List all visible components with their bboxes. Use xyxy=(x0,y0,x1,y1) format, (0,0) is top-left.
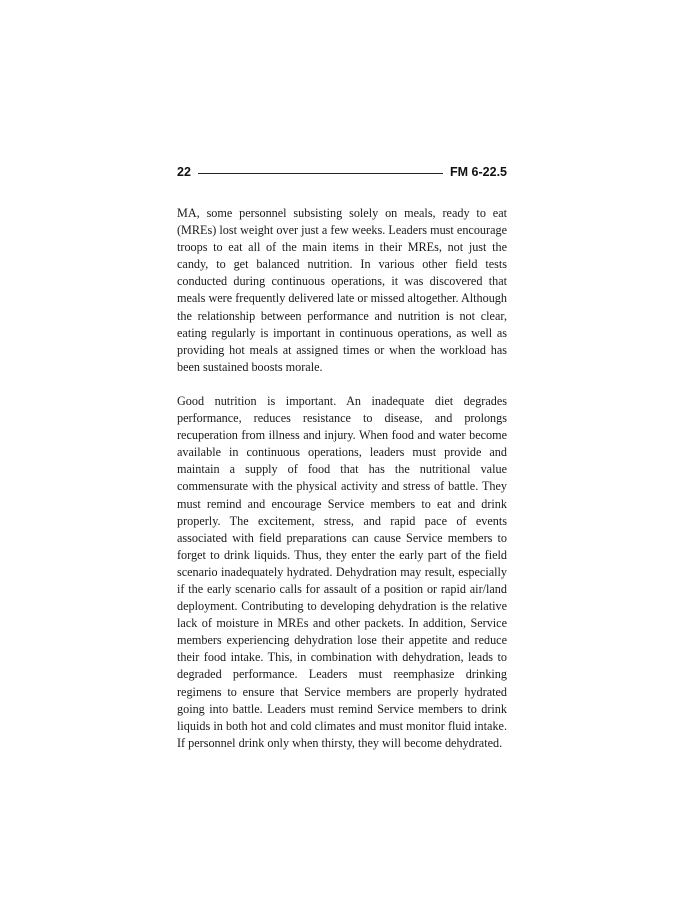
paragraph-continuation: MA, some personnel subsisting solely on meals, ready to eat (MREs) lost weight over just a few weeks. Leaders must encourage troops to eat all of the main items in their MREs, not just the candy, to get balanced nutrition. In various other field tests conducted during continuous operations, it was discovered that meals were frequently delivered late or missed altogether. Although the relationship between performance and nutrition is not clear, eating regularly is important in continuous operations, as well as providing hot meals at assigned times or when the workload has been sustained boosts morale. xyxy=(177,206,507,374)
running-header xyxy=(177,163,507,181)
document-id: FM 6-22.5 xyxy=(450,165,507,179)
header-rule xyxy=(198,173,443,174)
page-number: 22 xyxy=(177,165,191,179)
paragraph-nutrition: Good nutrition is important. An inadequate diet degrades performance, reduces resistance to disease, and prolongs recuperation from illness and injury. When food and water become available in continuous operations, leaders must provide and maintain a supply of food that has the nutritional value commensurate with the physical activity and stress of battle. They must remind and encourage Service members to eat and drink properly. The excitement, stress, and rapid pace of events associated with field preparations can cause Service members to forget to drink liquids. Thus, they enter the early part of the field scenario inadequately hydrated. Dehydration may result, especially if the early scenario calls for assault of a position or rapid air/land deployment. Contributing to developing dehydration is the relative lack of moisture in MREs and other packets. In addition, Service members experiencing dehydration lose their appetite and reduce their food intake. This, in combination with dehydration, leads to degraded performance. Leaders must reemphasize drinking regimens to ensure that Service members are properly hydrated going into battle. Leaders must remind Service members to drink liquids in both hot and cold climates and must monitor fluid intake. If personnel drink only when thirsty, they will become dehydrated. xyxy=(177,393,507,750)
body-text xyxy=(177,205,507,769)
